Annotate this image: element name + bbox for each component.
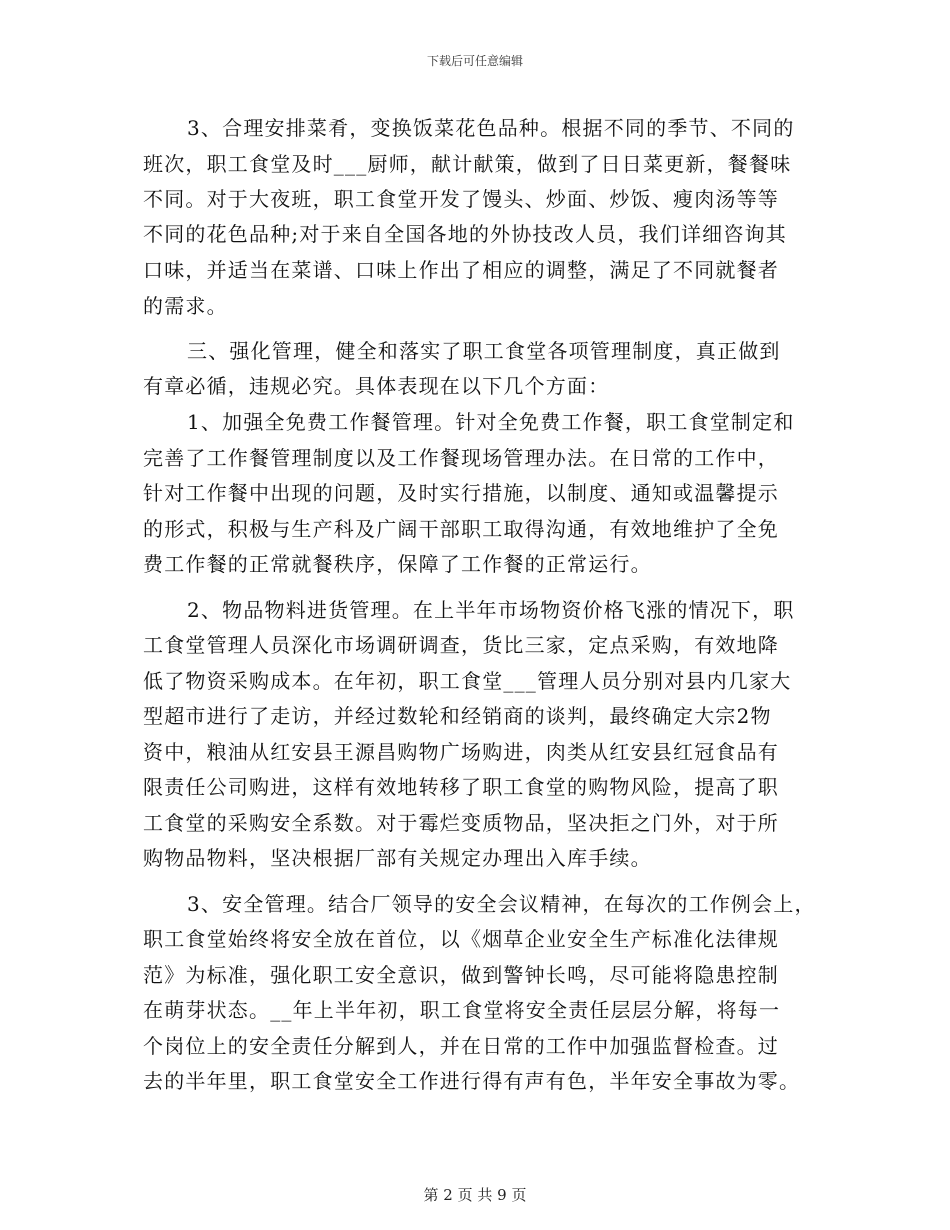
page-header: 下载后可任意编辑: [426, 54, 523, 68]
text-line: 2、物品物料进货管理。在上半年市场物资价格飞涨的情况下，职: [187, 598, 795, 622]
text-line: 费工作餐的正常就餐秩序，保障了工作餐的正常运行。: [143, 552, 652, 576]
text-line: 针对工作餐中出现的问题，及时实行措施，以制度、通知或温馨提示: [143, 481, 779, 505]
text-line: 工食堂的采购安全系数。对于霉烂变质物品，坚决拒之门外，对于所: [143, 811, 779, 835]
text-line: 不同的花色品种;对于来自全国各地的外协技改人员，我们详细咨询其: [143, 222, 787, 246]
text-line: 在萌芽状态。__年上半年初，职工食堂将安全责任层层分解，将每一: [143, 998, 781, 1022]
text-line: 去的半年里，职工食堂安全工作进行得有声有色，半年安全事故为零。: [143, 1069, 801, 1093]
text-line: 的形式，积极与生产科及广阔干部职工取得沟通，有效地维护了全免: [143, 517, 779, 541]
text-line: 职工食堂始终将安全放在首位，以《烟草企业安全生产标准化法律规: [143, 927, 779, 951]
text-line: 班次，职工食堂及时___厨师，献计献策，做到了日日菜更新，餐餐味: [143, 152, 792, 176]
text-line: 资中，粮油从红安县王源昌购物广场购进，肉类从红安县红冠食品有: [143, 740, 779, 764]
text-line: 1、加强全免费工作餐管理。针对全免费工作餐，职工食堂制定和: [187, 410, 795, 434]
text-line: 购物品物料，坚决根据厂部有关规定办理出入库手续。: [143, 846, 652, 870]
text-line: 完善了工作餐管理制度以及工作餐现场管理办法。在日常的工作中，: [143, 446, 779, 470]
text-line: 个岗位上的安全责任分解到人，并在日常的工作中加强监督检查。过: [143, 1034, 779, 1058]
text-line: 型超市进行了走访，并经过数轮和经销商的谈判，最终确定大宗2物: [143, 704, 772, 728]
page-number: 第 2 页 共 9 页: [423, 1186, 527, 1204]
text-line: 的需求。: [143, 294, 228, 318]
text-line: 有章必循，违规必究。具体表现在以下几个方面：: [143, 374, 610, 398]
text-line: 低了物资采购成本。在年初，职工食堂___管理人员分别对县内几家大: [143, 669, 792, 693]
text-line: 3、安全管理。结合厂领导的安全会议精神，在每次的工作例会上，: [187, 892, 816, 916]
text-line: 工食堂管理人员深化市场调研调查，货比三家，定点采购，有效地降: [143, 633, 779, 657]
text-line: 三、强化管理，健全和落实了职工食堂各项管理制度，真正做到: [187, 339, 781, 363]
text-line: 口味，并适当在菜谱、口味上作出了相应的调整，满足了不同就餐者: [143, 258, 779, 282]
text-line: 限责任公司购进，这样有效地转移了职工食堂的购物风险，提高了职: [143, 775, 779, 799]
text-line: 范》为标准，强化职工安全意识，做到警钟长鸣，尽可能将隐患控制: [143, 963, 779, 987]
text-line: 3、合理安排菜肴，变换饭菜花色品种。根据不同的季节、不同的: [187, 116, 795, 140]
text-line: 不同。对于大夜班，职工食堂开发了馒头、炒面、炒饭、瘦肉汤等等: [143, 187, 779, 211]
